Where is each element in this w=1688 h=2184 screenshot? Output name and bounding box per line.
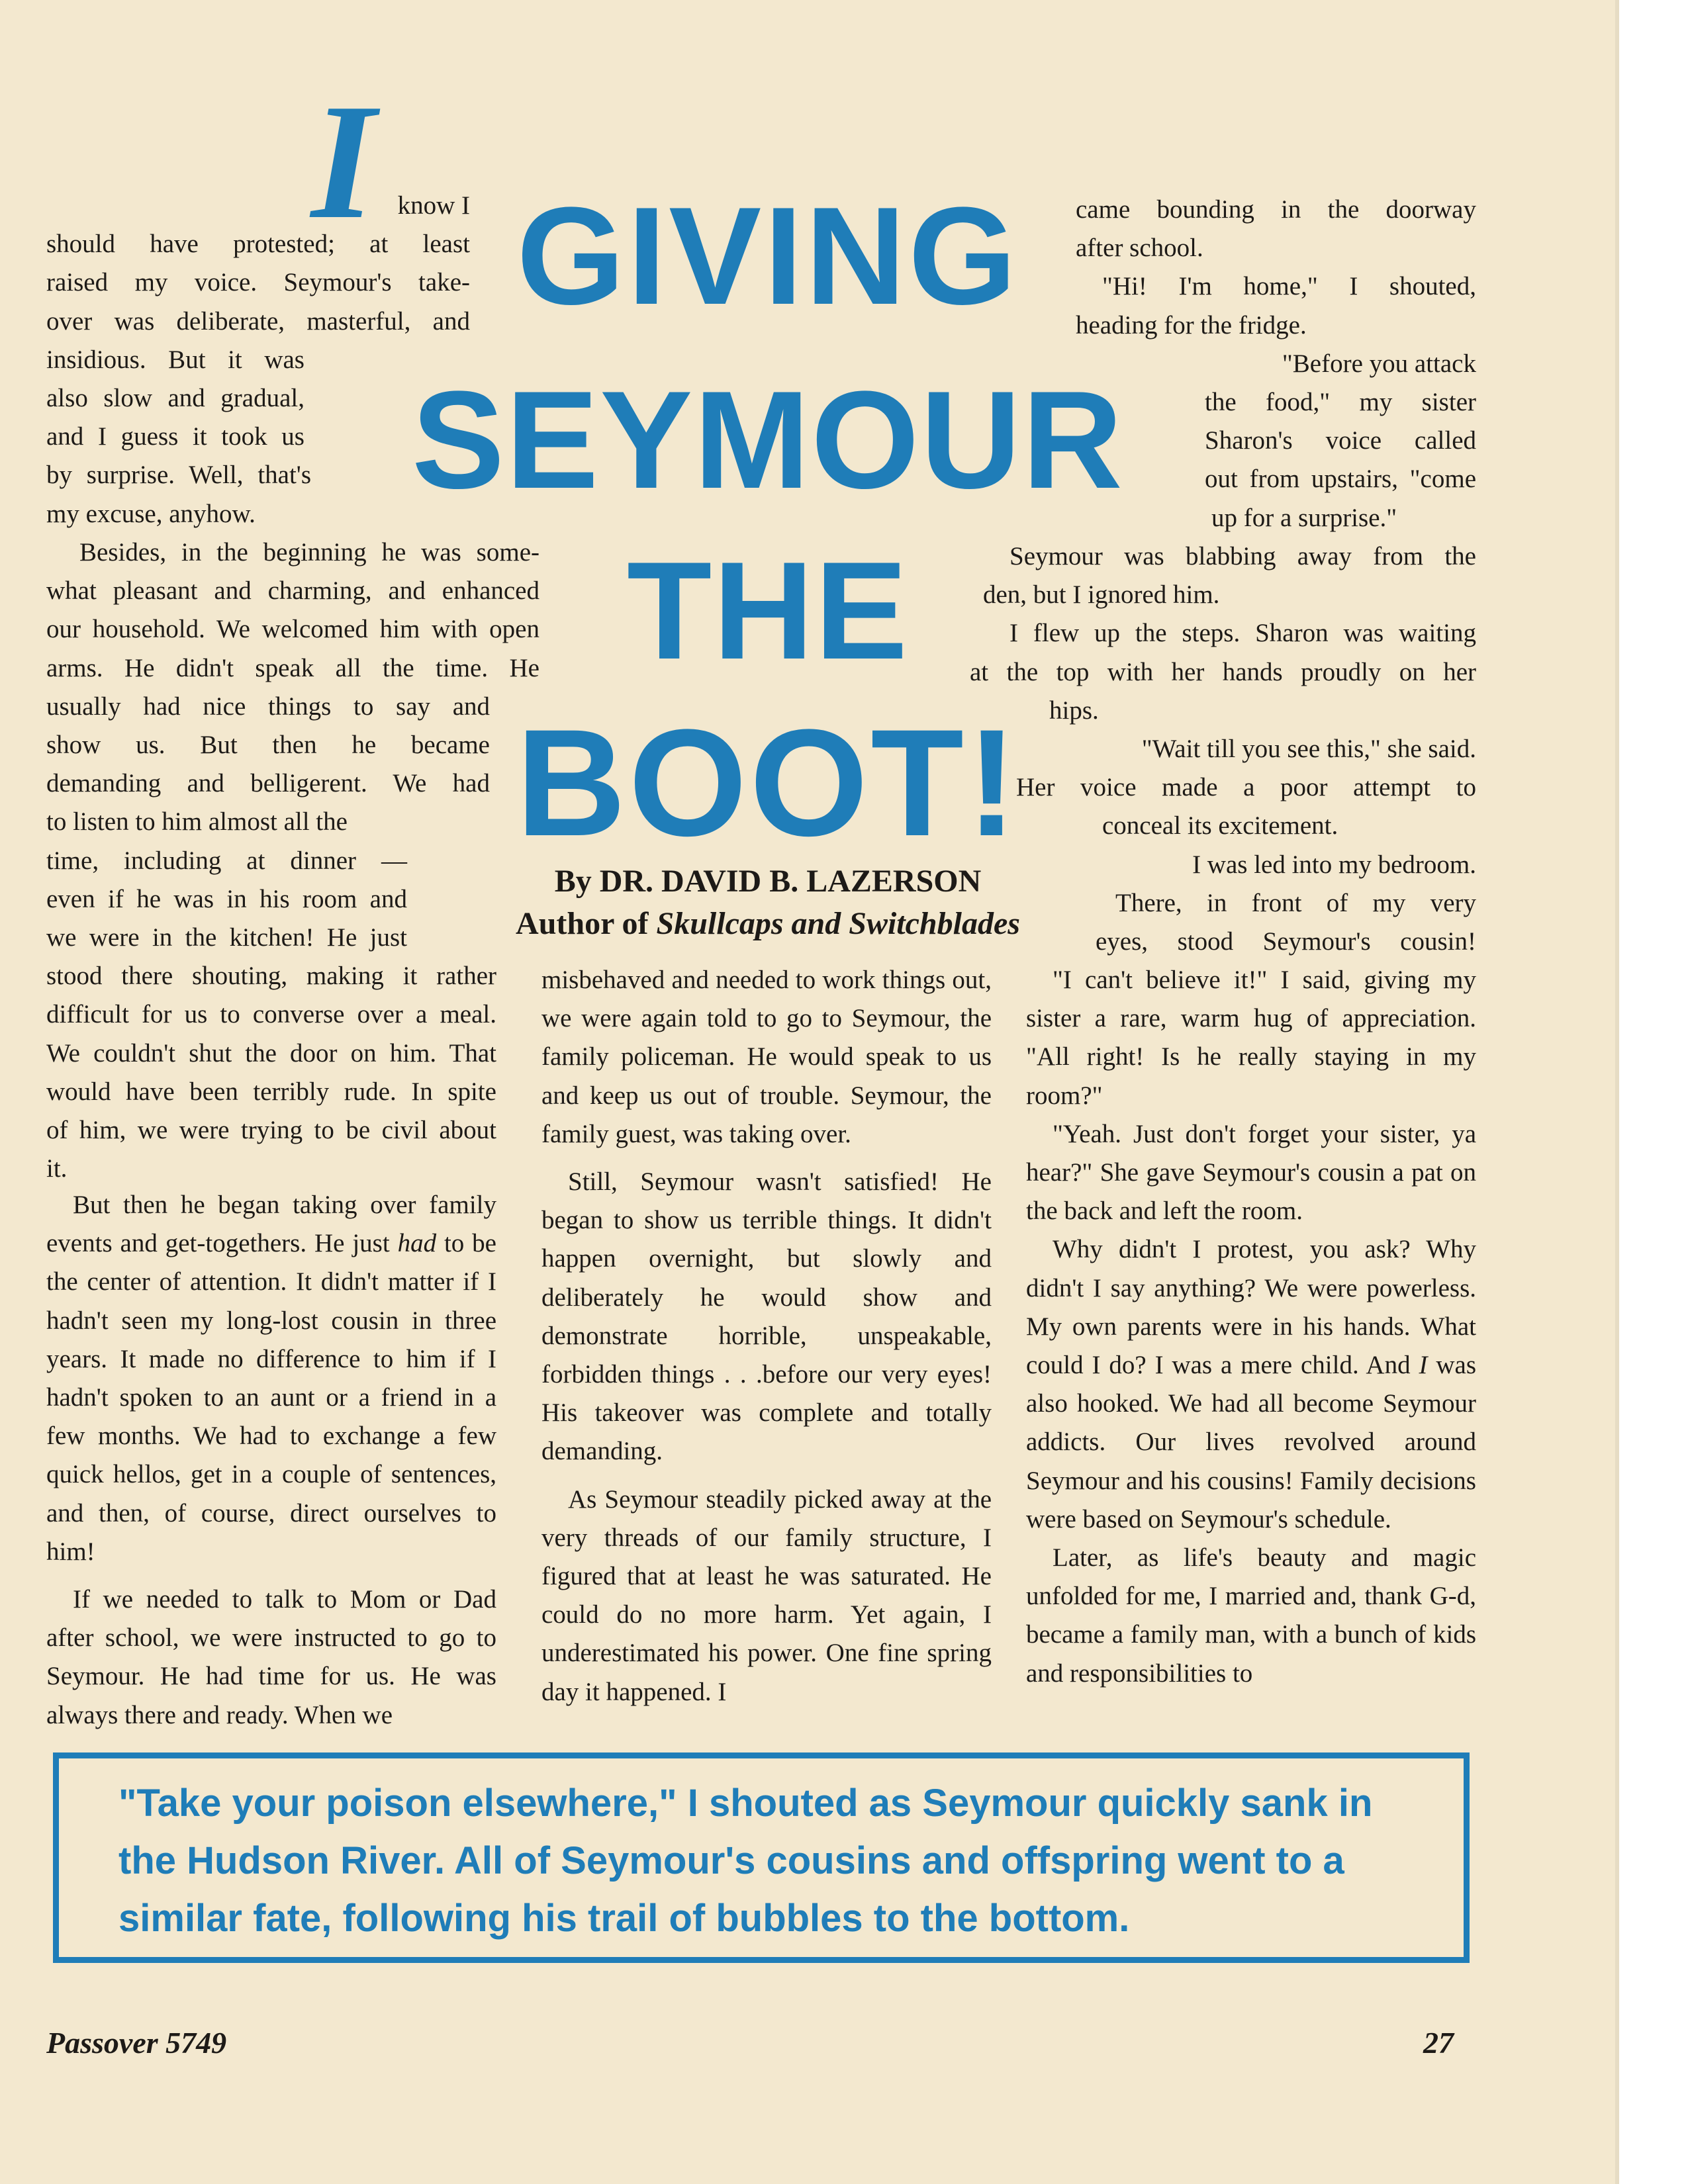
emphasis: had [397,1229,437,1258]
column-3-middle [970,537,1476,961]
besides-line: demanding and belligerent. We had [46,769,490,798]
besides-line: our household. We welcomed him with open [46,615,539,644]
besides-line: We couldn't shut the door on him. That [46,1038,496,1068]
line: heading for the fridge. [1076,310,1307,340]
column-1-besides [46,533,539,1188]
author-prefix: Author of [516,906,649,941]
paragraph: Later, as life's beauty and magic unfolded for me, I married and, thank G-d, became a family man, with a bunch of kids and responsibilities to [1026,1543,1476,1688]
intro-line: insidious. But it was [46,345,305,374]
paragraph: "Yeah. Just don't forget your sister, ya hear?" She gave Seymour's cousin a pat on the back and left the room. [1026,1119,1476,1226]
line: Her voice made a poor attempt to [1016,773,1476,802]
line: "Wait till you see this," she said. [1141,735,1476,764]
line: "Hi! I'm home," I shouted, [1102,272,1476,301]
column-3-lower [1026,961,1476,1693]
column-1-intro [46,187,470,533]
besides-line: show us. But then he became [46,731,490,760]
article-title-line-2: SEYMOUR [412,362,1124,518]
besides-line: arms. He didn't speak all the time. He [46,653,539,682]
article-title-line-4: BOOT! [516,698,1020,868]
line: There, in front of my very [1115,888,1476,917]
byline: By DR. DAVID B. LAZERSON [554,864,982,899]
besides-line: we were in the kitchen! He just [46,923,407,952]
line: came bounding in the doorway [1076,195,1476,224]
line: hips. [1049,696,1099,725]
paragraph: misbehaved and needed to work things out, we were again told to go to Seymour, the family policeman. He would speak to us and keep us out of trouble. Seymour, the family guest, was taking over. [541,966,992,1148]
line: I flew up the steps. Sharon was waiting [1009,619,1476,648]
line: Sharon's voice called [1205,426,1476,455]
article-title-line-1: GIVING [516,178,1019,334]
besides-line: it. [46,1154,68,1183]
paragraph-text: Why didn't I protest, you ask? Why didn't I say anything? We were powerless. My own parents were in his hands. What could I do? I was a mere child. And [1026,1235,1476,1380]
page-number: 27 [1423,2026,1454,2060]
line: the food," my sister [1205,388,1476,417]
paragraph-text: But then he began taking over family events and get-togethers. He just [46,1191,496,1258]
paragraph: "I can't believe it!" I said, giving my sister a rare, warm hug of appreciation. "All right! Is he really staying in my room?" [1026,966,1476,1110]
paragraph [1026,1230,1476,1539]
line: up for a surprise." [1211,503,1397,532]
besides-line: even if he was in his room and [46,884,407,913]
intro-line: know I [397,191,470,220]
pull-quote-text: "Take your poison elsewhere," I shouted as Seymour quickly sank in the Hudson River. All of Seymour's cousins and offspring went to a similar fate, following his trail of bubbles to the bottom. [118,1782,1373,1940]
article-title-line-3: THE [627,533,909,688]
line: "Before you attack [1282,349,1476,378]
besides-line: stood there shouting, making it rather [46,962,496,991]
paragraph: If we needed to talk to Mom or Dad after school, we were instructed to go to Seymour. He had time for us. He was always there and ready. When we [46,1585,496,1729]
line: den, but I ignored him. [983,580,1220,610]
paragraph [46,1186,496,1571]
besides-line: of him, we were trying to be civil about [46,1116,496,1145]
intro-line: raised my voice. Seymour's take- [46,268,470,297]
paragraph: As Seymour steadily picked away at the very threads of our family structure, I figured that at least he was saturated. He could do no more harm. Yet again, I underestimated his power. One fine spring day it happened. I [541,1484,992,1706]
column-1-lower [46,1186,496,1735]
intro-line: over was deliberate, masterful, and [46,306,470,336]
line: at the top with her hands proudly on her [970,657,1476,686]
besides-line: time, including at dinner — [46,846,407,875]
line: after school. [1076,234,1203,263]
column-2 [541,961,992,1711]
intro-line: should have protested; at least [46,230,470,259]
drop-cap: I [311,70,376,253]
paragraph-text: was also hooked. We had all become Seymour addicts. Our lives revolved around Seymour and his cousins! Family decisions were based on Seymour's schedule. [1026,1351,1476,1533]
besides-line: difficult for us to converse over a meal. [46,1000,496,1029]
besides-line: what pleasant and charming, and enhanced [46,576,539,606]
line: out from upstairs, "come [1205,465,1476,494]
pull-quote-box [53,1752,1470,1963]
besides-line: usually had nice things to say and [46,692,490,721]
author-book-title: Skullcaps and Switchblades [656,906,1020,941]
paragraph-text: to be the center of attention. It didn't matter if I hadn't seen my long-lost cousin in three years. It made no difference to him if I hadn't spoken to an aunt or a friend in a few months. We had to exchange a few quick hellos, get in a couple of sentences, and then, of course, direct ourselves to him! [46,1229,496,1566]
besides-line: Besides, in the beginning he was some- [79,538,539,567]
line: I was led into my bedroom. [1192,850,1476,879]
besides-line: to listen to him almost all the [46,807,348,837]
paragraph: Still, Seymour wasn't satisfied! He began to show us terrible things. It didn't happen overnight, but slowly and deliberately he would show and demonstrate horrible, unspeakable, forbidden things . . .before our very eyes! His takeover was complete and totally demanding. [541,1167,992,1466]
besides-line: would have been terribly rude. In spite [46,1077,496,1106]
intro-line: also slow and gradual, [46,384,305,413]
emphasis: I [1419,1351,1428,1380]
page-edge [1615,0,1619,2184]
line: eyes, stood Seymour's cousin! [1096,927,1476,956]
line: conceal its excitement. [1102,811,1338,841]
line: Seymour was blabbing away from the [1009,542,1476,570]
intro-line: my excuse, anyhow. [46,499,256,528]
intro-line: and I guess it took us [46,422,305,451]
issue-label: Passover 5749 [46,2026,227,2060]
column-3-upper [1019,191,1476,537]
intro-line: by surprise. Well, that's [46,461,311,490]
